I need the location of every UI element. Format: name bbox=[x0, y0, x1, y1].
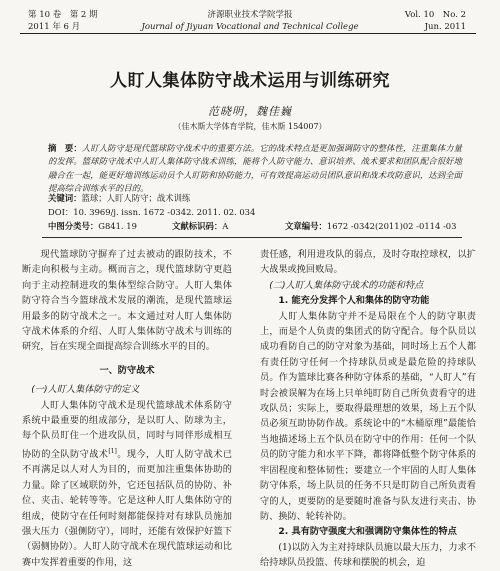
continued-paragraph: 责任感，利用进攻队的弱点，及时夺取控球权，以扩大战果或挽回败局。 bbox=[260, 249, 476, 276]
section-heading: 一、防守战术 bbox=[99, 364, 155, 376]
article-number bbox=[285, 219, 456, 233]
article-number-value: 1672 -0342(2011)02 -0114 -03 bbox=[326, 221, 457, 231]
date-en: Jun. 2011 bbox=[424, 22, 466, 32]
keywords bbox=[48, 191, 190, 205]
volume-issue-en: Vol. 10 No. 2 bbox=[404, 10, 466, 20]
header-rule bbox=[20, 33, 476, 34]
abstract bbox=[48, 142, 462, 196]
subsection-heading: (一)人盯人集体防守的定义 bbox=[31, 384, 140, 396]
date-cn: 2011 年 6 月 bbox=[28, 22, 81, 32]
doi: DOI：10. 3969/j. issn. 1672 -0342. 2011. 02. 034 bbox=[48, 207, 256, 217]
definition-paragraph bbox=[22, 398, 232, 571]
point-paragraph-2: (1)以防入为主对持球队员施以最大压力，力求不给持球队员投篮、传球和摆脱的机会，迫 bbox=[260, 541, 476, 569]
subsection-heading-2: (二)人盯人集体防守战术的功能和特点 bbox=[269, 279, 424, 291]
point-heading-2: 2. 具有防守强度大和强调防守集体性的特点 bbox=[278, 526, 457, 538]
section-rule bbox=[42, 237, 462, 238]
definition-text: 人盯人集体防守战术是现代篮球战术体系防守系统中最重要的组成部分，是以盯人、防球为主，每个队员盯住一个进攻队员，同时与同伴形成相互协防的全队防守战术 bbox=[22, 399, 232, 460]
document-code-value: A bbox=[222, 221, 229, 231]
point-heading-1: 1. 能充分发挥个人和集体的防守功能 bbox=[278, 295, 430, 307]
article-number-label: 文章编号： bbox=[285, 221, 327, 231]
author-affiliation: （佳木斯大学体育学院，佳木斯 154007） bbox=[173, 122, 327, 131]
citation-ref: [1] bbox=[108, 447, 117, 455]
definition-text-cont: 。现今，人盯人防守战术已不再满足以人对人为目的，而更加注重集体协助的力量。除了区域联防外，它还包括队员的协防、补位、夹击、轮转等等。它是这种人盯人集体防守的组成，使防守在任何时刻都能保持对有球队员施加强大压力（强侧防守），同时，还能有效保护好篮下（弱侧协防）。人盯人防守战术在现代篮球运动和比赛中发挥着重要的作用，这 bbox=[22, 448, 233, 568]
clc-number bbox=[48, 219, 137, 233]
keywords-text: 篮球；人盯人防守；战术训练 bbox=[81, 193, 191, 203]
document-code-label: 文献标识码： bbox=[172, 221, 223, 231]
document-code bbox=[172, 219, 228, 233]
volume-issue-cn: 第 10 卷 第 2 期 bbox=[28, 10, 98, 20]
article-authors: 范晓明，魏佳巍 bbox=[208, 105, 292, 118]
journal-name-cn: 济源职业技术学院学报 bbox=[207, 10, 293, 20]
keywords-label: 关键词： bbox=[48, 193, 82, 203]
intro-paragraph: 现代篮球防守摒弃了过去被动的跟防技术，不断走向积极与主动。概而言之，现代篮球防守更趋向于主动控制进攻的集体型综合防守。人盯人集体防守符合当今篮球战术发展的潮流，是现代篮球运用最多的防守战术之一。本文通过对人盯人集体防守战术体系的介绍、人盯人集体防守战术与训练的研究，旨在实现全面提高综合训练水平的目的。 bbox=[22, 249, 232, 353]
clc-value: G841. 19 bbox=[98, 221, 137, 231]
journal-name-en: Journal of Jiyuan Vocational and Technical College bbox=[141, 22, 359, 32]
abstract-text: 人盯人防守是现代篮球防守战术中的重要方法。它的战术特点是更加强调防守的整体性，注重集体力量的发挥。篮球防守战术中人盯人集体防守战术训练，能将个人防守能力、意识培养、战术要求和团队配合很好地融合在一起，能更好地训练运动员个人盯防和协防能力，可有效提高运动员团队意识和战术攻防意识，达到全面提高综合训练水平的目的。 bbox=[48, 143, 463, 194]
article-title: 人盯人集体防守战术运用与训练研究 bbox=[110, 71, 390, 91]
clc-label: 中图分类号： bbox=[48, 221, 99, 231]
point-paragraph-1: 人盯人集体防守并不是局限在个人的防守职责上，而是个人负责的集团式的防守配合。每个队员以成功看防自己的防守对象为基础，同时场上五个人都有责任防守任何一个持球队员或是最危险的持球队员。作为篮球比赛各种防守体系的基础，“人盯人”有时会被误解为在场上只单纯盯防自己所负责看守的进攻队员；实际上，要取得最理想的效果，场上五个队员必须互助协防作战。系统论中的“木桶原理”最能恰当地描述场上五个队员在防守中的作用：任何一个队员的防守能力和水平下降，都将降低整个防守体系的牢固程度和整体韧性；要建立一个牢固的人盯人集体防守体系，场上队员的任务不只是盯防自己所负责看守的人，更要防的是要随时准备与队友进行夹击、协防、换防、轮转补防。 bbox=[260, 310, 476, 522]
left-column bbox=[22, 247, 232, 570]
abstract-label: 摘 要： bbox=[48, 143, 82, 153]
right-column bbox=[260, 247, 476, 571]
